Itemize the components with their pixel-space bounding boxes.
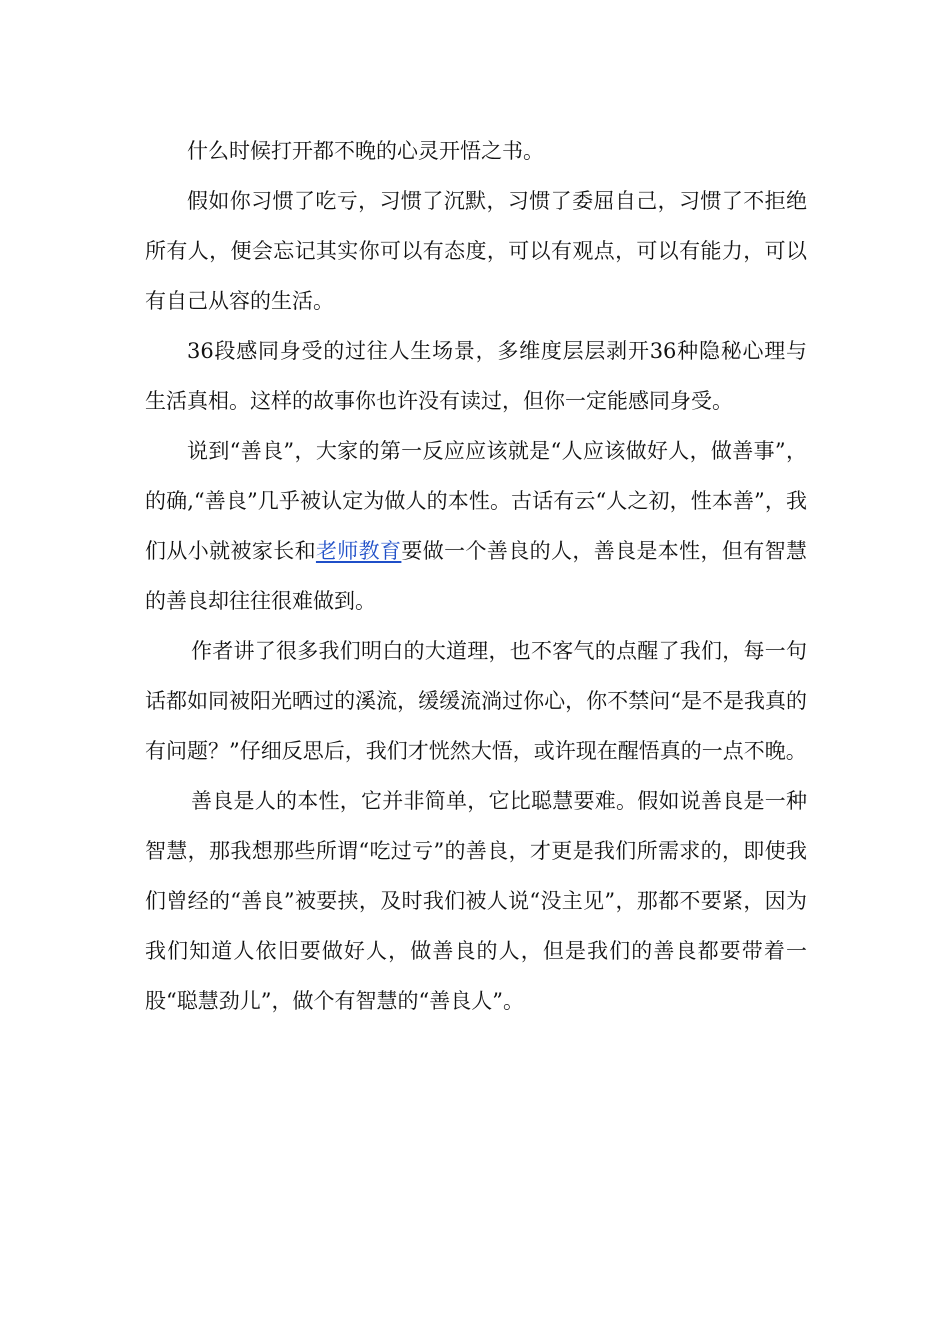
paragraph-4-text-before: 说到“善良”，大家的第一反应应该就是“人应该做好人，做善事”，的确,“善良”几乎被认定为做人的本性。古话有云“人之初，性本善”，我们从小就被家长和 — [145, 439, 807, 563]
paragraph-1: 什么时候打开都不晚的心灵开悟之书。 — [187, 139, 544, 163]
paragraph-3: 36段感同身受的过往人生场景，多维度层层剥开36种隐秘心理与生活真相。这样的故事你也许没有读过，但你一定能感同身受。 — [145, 339, 807, 413]
paragraph-4 — [145, 426, 807, 626]
document-body — [145, 126, 807, 1026]
paragraph-2: 假如你习惯了吃亏，习惯了沉默，习惯了委屈自己，习惯了不拒绝所有人，便会忘记其实你可以有态度，可以有观点，可以有能力，可以有自己从容的生活。 — [145, 189, 807, 313]
paragraph-5: 作者讲了很多我们明白的大道理，也不客气的点醒了我们，每一句话都如同被阳光晒过的溪流，缓缓流淌过你心，你不禁问“是不是我真的有问题？”仔细反思后，我们才恍然大悟，或许现在醒悟真的一点不晚。 — [145, 639, 807, 763]
paragraph-4-text-after: 要做一个善良的人，善良是本性，但有智慧的善良却往往很难做到。 — [145, 539, 808, 613]
teacher-education-link[interactable]: 老师教育 — [315, 539, 402, 563]
paragraph-6: 善良是人的本性，它并非简单，它比聪慧要难。假如说善良是一种智慧，那我想那些所谓“吃过亏”的善良，才更是我们所需求的，即使我们曾经的“善良”被要挟，及时我们被人说“没主见”，那都不要紧，因为我们知道人依旧要做好人，做善良的人，但是我们的善良都要带着一股“聪慧劲儿”，做个有智慧的“善良人”。 — [145, 789, 807, 1013]
